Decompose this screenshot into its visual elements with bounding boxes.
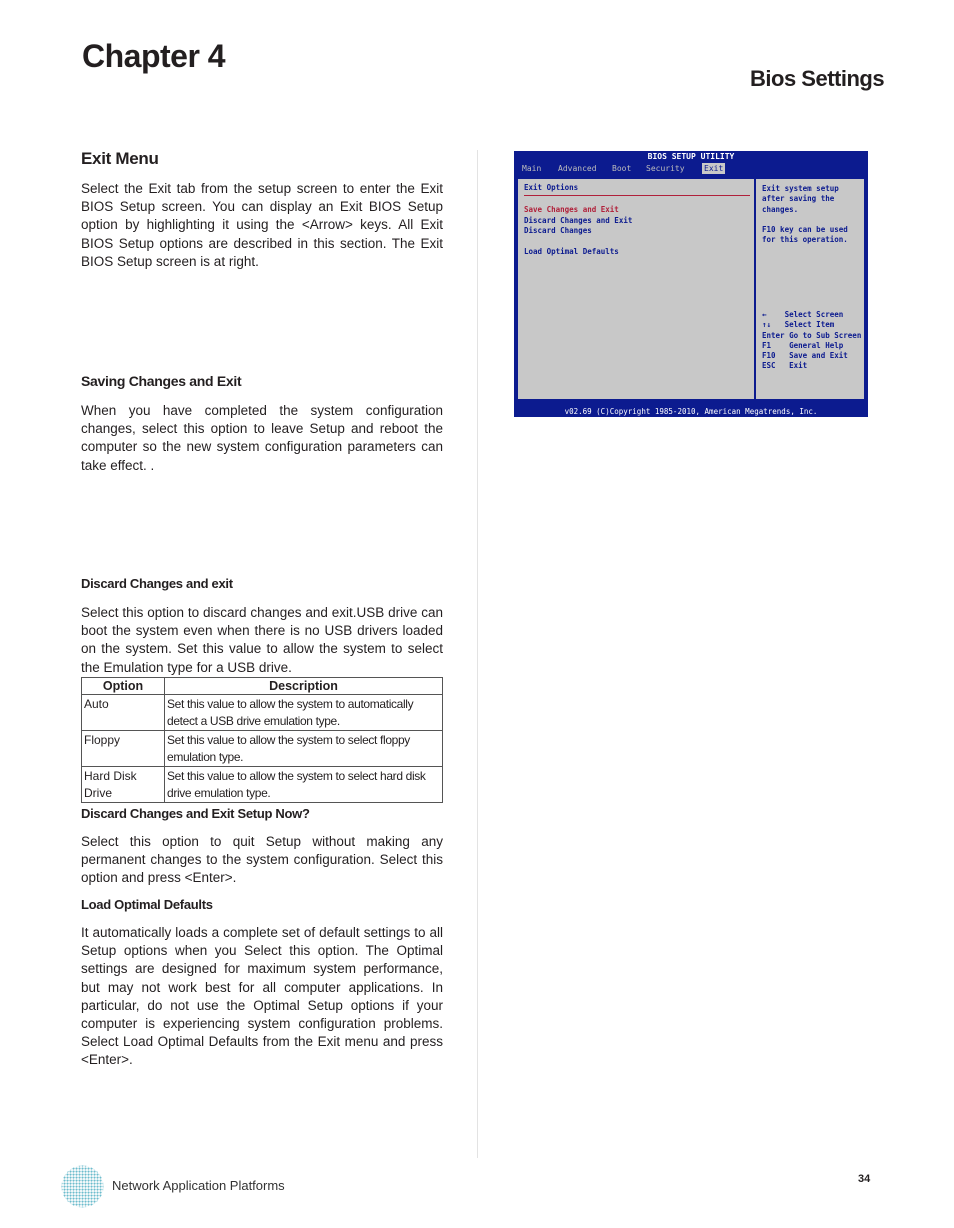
exit-menu-text: Select the Exit tab from the setup screen to enter the Exit BIOS Setup screen. You can display an Exit BIOS Setup option by highlighting it using the <Arrow> keys. All Exit BIOS Setup options are described in this section. The Exit BIOS Setup screen is at right. [81, 181, 443, 269]
saving-changes-heading: Saving Changes and Exit [81, 373, 242, 389]
bios-tab-bar [522, 163, 772, 174]
bios-options-divider [524, 195, 750, 196]
discard-exit-heading: Discard Changes and exit [81, 576, 233, 591]
bios-item-discard[interactable]: Discard Changes [524, 226, 592, 235]
table-row [82, 767, 443, 803]
bios-tab-main[interactable]: Main [522, 164, 542, 173]
table-cell-description: Set this value to allow the system to select floppy emulation type. [165, 731, 443, 767]
emulation-options-table [81, 677, 443, 803]
discard-exit-text: Select this option to discard changes and exit.USB drive can boot the system even when there is no USB drivers loaded on the system. Set this value to allow the system to select the Emulation type for a USB drive. [81, 605, 443, 675]
bios-copyright: v02.69 (C)Copyright 1985-2010, American Megatrends, Inc. [564, 407, 818, 416]
table-row [82, 695, 443, 731]
table-cell-description: Set this value to allow the system to select hard disk drive emulation type. [165, 767, 443, 803]
optimal-defaults-heading: Load Optimal Defaults [81, 897, 213, 912]
chapter-title: Chapter 4 [82, 38, 226, 74]
footer-company: Network Application Platforms [112, 1178, 285, 1193]
table-cell-option: Auto [82, 695, 165, 731]
bios-tab-security[interactable]: Security [646, 164, 685, 173]
bios-key-legend: ← Select Screen ↑↓ Select Item Enter Go to Sub Screen F1 General Help F10 Save and Exit ESC Exit [762, 310, 862, 371]
saving-changes-text: When you have completed the system configuration changes, select this option to leave Setup and reboot the computer so the new system configuration parameters can take effect. . [81, 403, 443, 473]
bios-tab-advanced[interactable]: Advanced [558, 164, 597, 173]
bios-title: BIOS SETUP UTILITY [647, 152, 735, 161]
table-row [82, 731, 443, 767]
bios-item-save-exit[interactable]: Save Changes and Exit [524, 205, 619, 214]
table-header-option: Option [82, 678, 165, 695]
bios-item-discard-exit[interactable]: Discard Changes and Exit [524, 216, 633, 225]
table-cell-option: Hard Disk Drive [82, 767, 165, 803]
optimal-defaults-text: It automatically loads a complete set of default settings to all Setup options when you Select this option. The Optimal settings are designed for maximum system performance, but may not work best for all computer applications. In particular, do not use the Optimal Setup options if your computer is experiencing system configuration problems. Select Load Optimal Defaults from the Exit menu and press <Enter>. [81, 925, 443, 1068]
bios-exit-screen [514, 151, 868, 417]
column-divider [477, 150, 478, 1158]
bios-options-heading: Exit Options [524, 183, 579, 192]
company-logo-icon [60, 1164, 105, 1209]
table-cell-description: Set this value to allow the system to automatically detect a USB drive emulation type. [165, 695, 443, 731]
table-header-row [82, 678, 443, 695]
bios-tab-boot[interactable]: Boot [612, 164, 632, 173]
section-title: Bios Settings [750, 66, 885, 91]
bios-help-text: Exit system setup after saving the changes. F10 key can be used for this operation. [762, 184, 848, 245]
page-number: 34 [858, 1173, 871, 1185]
bios-options-panel [516, 177, 756, 401]
table-header-description: Description [165, 678, 443, 695]
discard-now-heading: Discard Changes and Exit Setup Now? [81, 806, 310, 821]
discard-now-text: Select this option to quit Setup without making any permanent changes to the system configuration. Select this option and press <Enter>. [81, 834, 443, 886]
table-cell-option: Floppy [82, 731, 165, 767]
bios-help-panel [754, 177, 866, 401]
bios-tab-exit[interactable]: Exit [704, 164, 724, 173]
exit-menu-heading: Exit Menu [81, 149, 159, 168]
bios-item-load-defaults[interactable]: Load Optimal Defaults [524, 247, 619, 256]
